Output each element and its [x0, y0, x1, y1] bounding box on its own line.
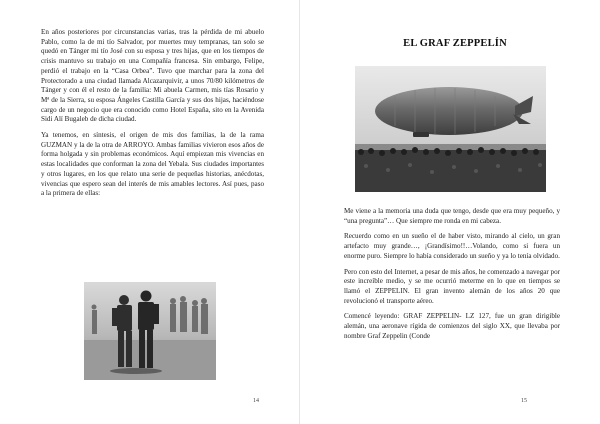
left-page-text	[41, 28, 264, 205]
right-paragraph-3: Pero con esto del Internet, a pesar de mis años, he comenzado a navegar por este increíble medio, y se me ocurrió meterme en lo que en tiempos se llamó el ZEPPELIN. El gran invento alemán de los años 20 que revolucionó el transporte aéreo.	[344, 267, 560, 305]
photo-zeppelin	[355, 66, 546, 192]
left-paragraph-1: En años posteriores por circunstancias varias, tras la pérdida de mi abuelo Pablo, como la de mi tío Salvador, por muertes muy tempranas, tan solo se quedó en Tánger mi tío José con su esposa y tres hijas, que en los tiempos de crisis mantuvo su trabajo en una Compañía francesa. Sin embargo, Felipe, perdió el trabajo en la “Casa Orbea”. Tuvo que marchar para la zona del Protectorado a una ciudad llamada Alcazarquivir, a unos 70/80 kilómetros de Tánger y con él el resto de la familia: Mi abuela Carmen, mis tías Rosario y Mª de la Sierra, su esposa Ángeles Castilla García y sus dos hijas, haciéndose cargo de un negocio que era conocido como Hotel España, sito en la Avenida Sidi Alí Bugaleb de dicha ciudad.	[41, 28, 264, 124]
right-paragraph-4: Comencé leyendo: GRAF ZEPPELIN- LZ 127, fue un gran dirigible alemán, una aeronave rígida de comienzos del siglo XX, que llevaba por nombre Graf Zeppelin (Conde	[344, 312, 560, 340]
photo-two-men	[84, 282, 216, 380]
right-paragraph-1: Me viene a la memoria una duda que tengo, desde que era muy pequeño, y “una pregunta”… Que siempre me ronda en mi cabeza.	[344, 207, 560, 225]
left-paragraph-2: Ya tenemos, en síntesis, el origen de mis dos familias, la de la rama GUZMAN y la de la otra de ARROYO. Ambas familias vivieron esos años de forma holgada y sin problemas económicos. Aquí empiezan mis vivencias en estas localidades que conforman la zona del Yebala. Sus ciudades importantes y otros lugares, en los que relato una serie de pequeñas historias, anécdotas, vivencias que espero sean del interés de mis amables lectores. Así pues, paso a la primera de ellas:	[41, 131, 264, 198]
chapter-title: EL GRAF ZEPPELÍN	[403, 38, 507, 49]
right-page-text	[344, 207, 560, 347]
right-paragraph-2: Recuerdo como en un sueño el de haber visto, mirando al cielo, un gran artefacto muy grande…, ¡Grandísimo!!…Volando, como si fuera un enorme puro. Siempre lo había considerado un sueño y ya lo tenía olvidado.	[344, 232, 560, 260]
page-number: 15	[521, 398, 527, 404]
page-number: 14	[253, 398, 259, 404]
right-page	[300, 0, 600, 424]
